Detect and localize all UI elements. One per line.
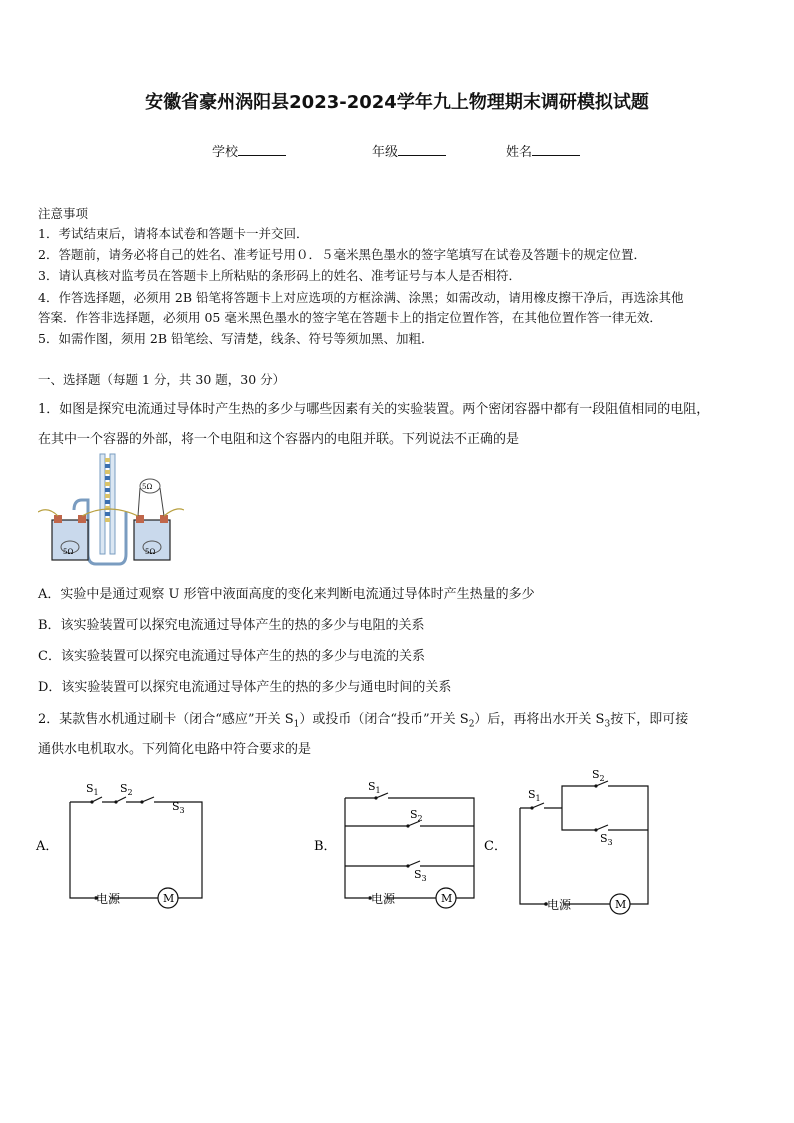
grade-label: 年级 [372,145,399,160]
svg-text:S2: $S_2$ [592,768,605,783]
circuit-a-label: A． [36,839,59,854]
circuit-b-label: B． [314,839,337,854]
question-1-text: 1．如图是探究电流通过导体时产生热的多少与哪些因素有关的实验装置。两个密闭容器中都有一段阻值相同的电阻， [38,402,710,417]
school-field [212,141,286,160]
question-2-text: 2．某款售水机通过刷卡（闭合“感应”开关 $S_1$）或投币（闭合“投币”开关 $S_2$）后，再将出水开关 $S_3$按下，即可接 [38,712,689,730]
notice-item: 答案．作答非选择题，必须用 05 毫米黑色墨水的签字笔在答题卡上的指定位置作答，在其他位置作答一律无效． [38,310,662,325]
notice-item: 3．请认真核对监考员在答题卡上所粘贴的条形码上的姓名、准考证号与本人是否相符． [38,268,521,283]
notice-item: 5．如需作图，须用 2B 铅笔绘、写清楚，线条、符号等须加黑、加粗． [38,331,434,346]
svg-text:S1: $S_1$ [86,782,99,797]
notice-heading: 注意事项 [38,206,89,221]
option-d: D．该实验装置可以探究电流通过导体产生的热的多少与通电时间的关系 [38,680,452,695]
grade-field [372,141,446,160]
option-a: A．实验中是通过观察 U 形管中液面高度的变化来判断电流通过导体时产生热量的多少 [38,587,535,602]
svg-text:S2: $S_2$ [410,808,423,823]
svg-text:S1: $S_1$ [528,788,541,803]
motor-symbol: M [441,892,453,905]
left-resistor-label: 5Ω [63,548,74,556]
option-c: C．该实验装置可以探究电流通过导体产生的热的多少与电流的关系 [38,649,425,664]
svg-text:S3: $S_3$ [600,832,613,847]
option-b: B．该实验装置可以探究电流通过导体产生的热的多少与电阻的关系 [38,618,425,633]
svg-text:S2: $S_2$ [120,782,133,797]
school-label: 学校 [212,145,239,160]
name-blank [532,143,580,156]
circuit-c-label: C． [484,839,507,854]
joule-heating-apparatus-figure [38,450,184,574]
power-source-label: 电源 [371,892,396,906]
circuit-a-diagram [30,772,220,912]
external-resistor-label: 5Ω [142,483,153,491]
notice-item: 1．考试结束后，请将本试卷和答题卡一并交回． [38,226,309,241]
motor-symbol: M [615,898,627,911]
power-source-label: 电源 [96,892,121,906]
svg-text:S3: $S_3$ [172,800,185,815]
notice-item: 4．作答选择题，必须用 2B 铅笔将答题卡上对应选项的方框涂满、涂黑；如需改动，请用橡皮擦干净后，再选涂其他 [38,290,684,305]
section-heading: 一、选择题（每题 1 分，共 30 题，30 分） [38,372,286,387]
circuit-b-diagram [310,772,480,912]
question-1-text: 在其中一个容器的外部，将一个电阻和这个容器内的电阻并联。下列说法不正确的是 [38,432,520,447]
svg-text:S3: $S_3$ [414,868,427,883]
grade-blank [398,143,446,156]
name-label: 姓名 [506,145,533,160]
page-title: 安徽省豪州涡阳县2023-2024学年九上物理期末调研模拟试题 [145,92,649,113]
name-field [506,141,580,160]
question-2-text: 通供水电机取水。下列简化电路中符合要求的是 [38,742,312,757]
school-blank [238,143,286,156]
notice-item: 2．答题前，请务必将自己的姓名、准考证号用０．５毫米黑色墨水的签字笔填写在试卷及答题卡的规定位置． [38,247,646,262]
svg-text:S1: $S_1$ [368,780,381,795]
right-resistor-label: 5Ω [145,548,156,556]
motor-symbol: M [163,892,175,905]
circuit-c-diagram [484,768,660,918]
power-source-label: 电源 [547,898,572,912]
